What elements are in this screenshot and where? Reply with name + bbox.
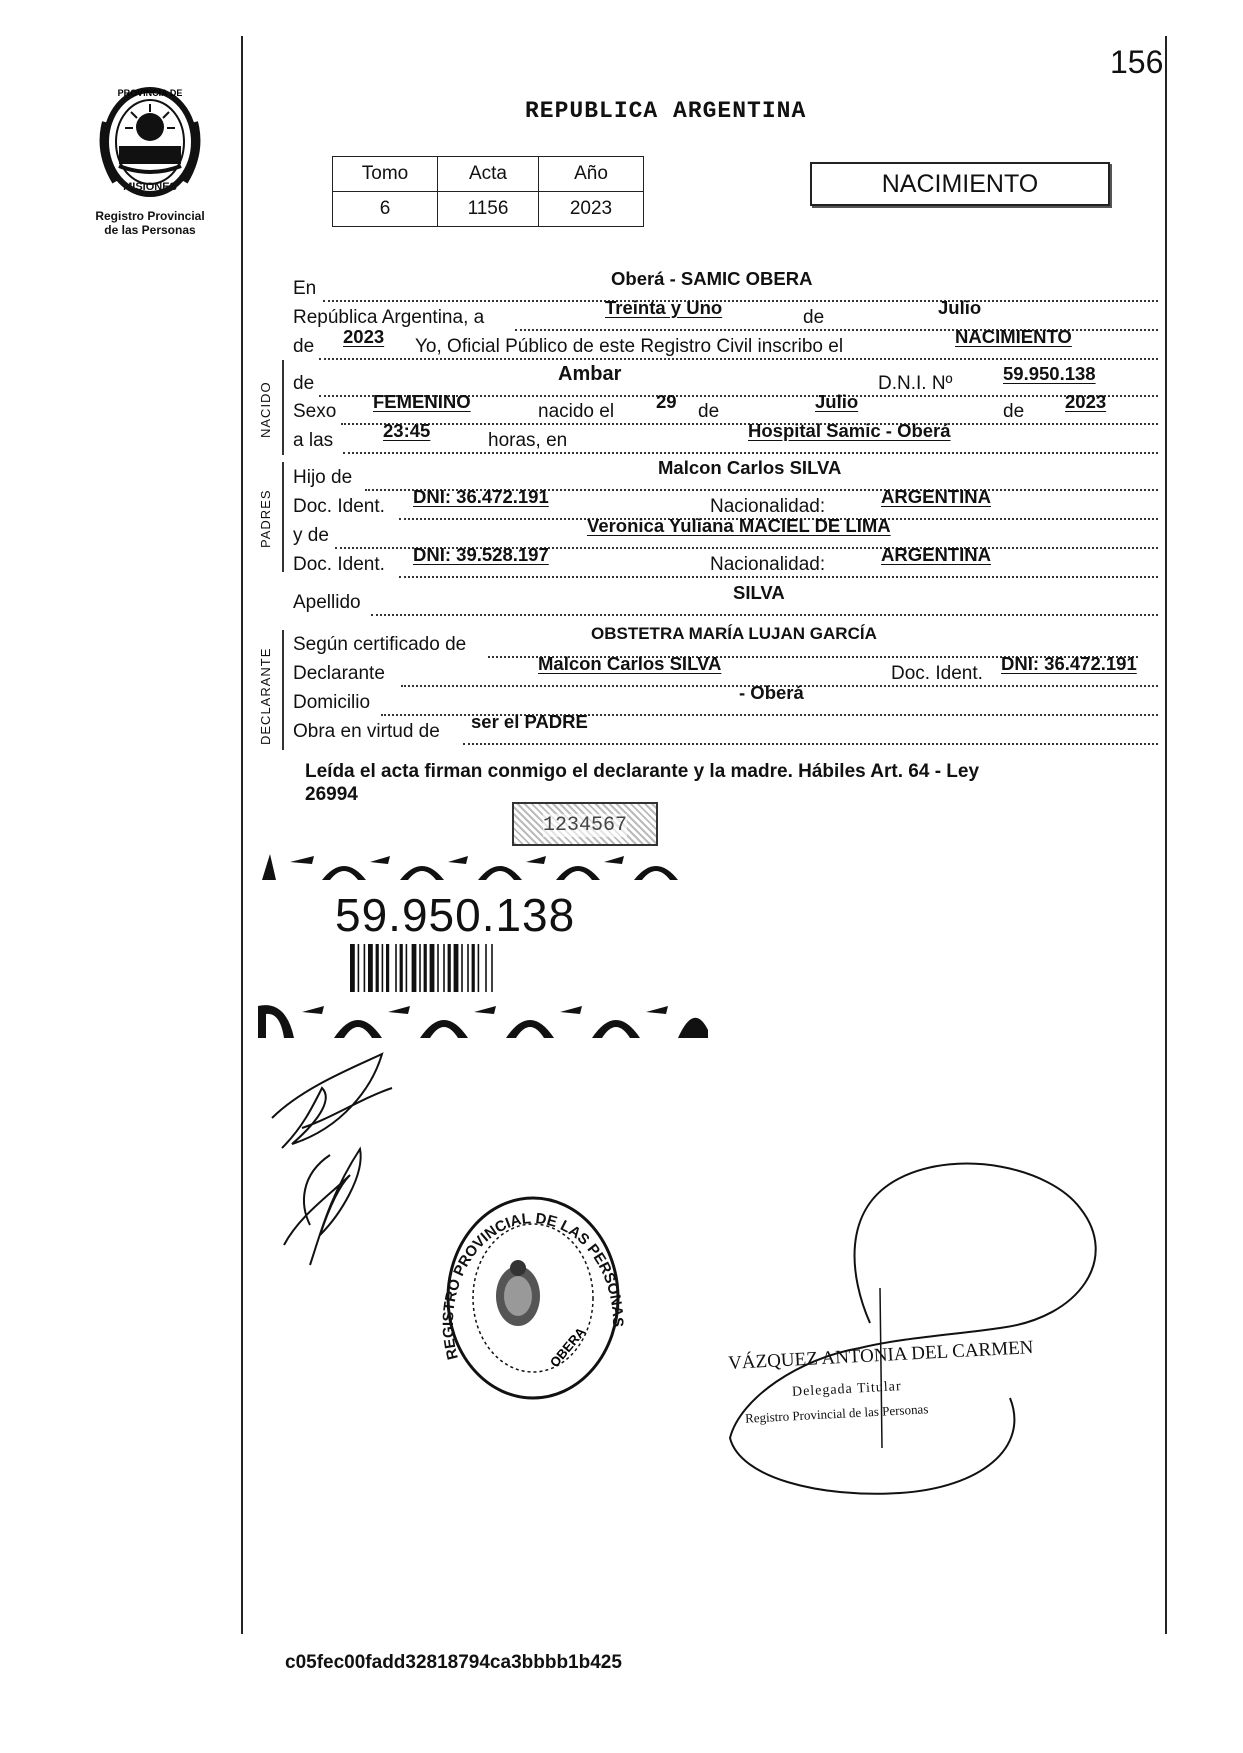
- barcode-bar: [368, 944, 373, 992]
- value-padre: Malcon Carlos SILVA: [658, 457, 842, 478]
- official-name: VÁZQUEZ ANTONIA DEL CARMEN: [727, 1337, 1034, 1374]
- value-lugar: Oberá - SAMIC OBERA: [611, 268, 813, 289]
- security-code-box: [512, 802, 658, 846]
- label-hijo-de: Hijo de: [293, 467, 353, 488]
- barcode-bar: [491, 944, 493, 992]
- closing-line1: Leída el acta firman conmigo el declarante y la madre. Hábiles Art. 64 - Ley: [305, 761, 980, 782]
- value-dia-nacimiento: 29: [656, 391, 677, 412]
- label-obra-en-virtud: Obra en virtud de: [293, 721, 440, 742]
- value-mes-nacimiento: Julio: [815, 391, 859, 412]
- row-hora: [293, 420, 1158, 456]
- label-en: En: [293, 278, 317, 299]
- record-type-box: NACIMIENTO: [810, 162, 1110, 206]
- security-code: 1234567: [542, 814, 627, 837]
- table-header-acta: Acta: [438, 157, 539, 192]
- row-domicilio: [293, 682, 1158, 718]
- barcode-icon: [350, 944, 570, 992]
- sticker-pattern-top: [262, 852, 712, 882]
- label-de-dia: de: [698, 401, 720, 422]
- barcode-bar: [395, 944, 397, 992]
- barcode-bar: [358, 944, 360, 992]
- document-hash: c05fec00fadd32818794ca3bbbb1b425: [285, 1652, 622, 1673]
- page-number: 156: [1110, 44, 1164, 80]
- value-tipo-inscripcion: NACIMIENTO: [955, 326, 1072, 347]
- label-de-nombre: de: [293, 373, 315, 394]
- svg-text:PROVINCIA DE: PROVINCIA DE: [117, 88, 183, 98]
- value-lugar-nacimiento: Hospital Samic - Oberá: [748, 420, 951, 441]
- value-domicilio: - Oberá: [739, 682, 804, 703]
- barcode-bar: [424, 944, 427, 992]
- label-nacionalidad-1: Nacionalidad:: [710, 496, 826, 517]
- barcode-bar: [364, 944, 366, 992]
- value-sexo: FEMENINO: [373, 391, 471, 412]
- row-declarante: [293, 653, 1158, 689]
- left-margin-line: [241, 36, 243, 1634]
- side-label-padres: PADRES: [258, 489, 273, 548]
- official-organization: Registro Provincial de las Personas: [744, 1401, 929, 1426]
- label-dni: D.N.I. Nº: [878, 373, 953, 394]
- label-de-mes: de: [803, 307, 825, 328]
- barcode-bar: [412, 944, 417, 992]
- sticker-pattern-bottom: [258, 1000, 708, 1040]
- label-a-las: a las: [293, 430, 334, 451]
- value-obra-en-virtud: ser el PADRE: [471, 711, 588, 732]
- barcode-bar: [406, 944, 408, 992]
- barcode-bar: [454, 944, 459, 992]
- misiones-coat-of-arms-icon: [95, 82, 205, 200]
- barcode-bar: [430, 944, 435, 992]
- logo-caption-line1: Registro Provincial: [95, 209, 205, 223]
- table-header-anio: Año: [539, 157, 644, 192]
- value-nombre: Ambar: [558, 363, 622, 385]
- document-title: REPUBLICA ARGENTINA: [525, 98, 807, 124]
- row-inscripcion: [293, 326, 1158, 362]
- label-de-year: de: [1003, 401, 1025, 422]
- registry-seal: [418, 1168, 638, 1428]
- value-madre-nacionalidad: ARGENTINA: [881, 544, 991, 565]
- svg-text:REGISTRO PROVINCIAL DE LAS PER: REGISTRO PROVINCIAL DE LAS PERSONAS: [439, 1210, 627, 1362]
- value-madre: Veronica Yuliana MACIEL DE LIMA: [587, 515, 891, 536]
- side-label-declarante: DECLARANTE: [258, 647, 273, 745]
- barcode-bar: [386, 944, 389, 992]
- row-obra-en-virtud: [293, 711, 1158, 747]
- label-nacido-el: nacido el: [538, 401, 615, 422]
- padres-bracket: [282, 462, 284, 572]
- value-padre-doc: DNI: 36.472.191: [413, 486, 549, 507]
- barcode-bar: [461, 944, 463, 992]
- barcode-bar: [478, 944, 480, 992]
- value-mes: Julio: [938, 297, 982, 318]
- closing-line2: 26994: [305, 784, 358, 805]
- value-padre-nacionalidad: ARGENTINA: [881, 486, 991, 507]
- id-sticker-number: 59.950.138: [335, 889, 576, 941]
- barcode-bar: [467, 944, 469, 992]
- label-nacionalidad-2: Nacionalidad:: [710, 554, 826, 575]
- value-declarante-doc: DNI: 36.472.191: [1001, 653, 1137, 674]
- value-certificado: OBSTETRA MARÍA LUJAN GARCÍA: [591, 624, 877, 643]
- label-yo-oficial: Yo, Oficial Público de este Registro Civil inscribo el: [415, 336, 844, 357]
- right-margin-line: [1165, 36, 1167, 1634]
- svg-text:MISIONES: MISIONES: [123, 181, 177, 193]
- value-hora: 23:45: [383, 420, 431, 441]
- barcode-bar: [437, 944, 439, 992]
- value-anio: 2023: [343, 326, 385, 347]
- record-table: [332, 156, 644, 227]
- value-dni: 59.950.138: [1003, 363, 1096, 384]
- barcode-bar: [376, 944, 379, 992]
- declarante-bracket: [282, 630, 284, 750]
- label-apellido: Apellido: [293, 592, 361, 613]
- barcode-bar: [382, 944, 384, 992]
- label-domicilio: Domicilio: [293, 692, 371, 713]
- label-y-de: y de: [293, 525, 329, 546]
- side-label-nacido: NACIDO: [258, 381, 273, 438]
- value-declarante: Malcon Carlos SILVA: [538, 653, 722, 674]
- label-doc-ident-1: Doc. Ident.: [293, 496, 385, 517]
- table-value-acta: 1156: [438, 192, 539, 227]
- label-de-anio: de: [293, 336, 315, 357]
- label-horas-en: horas, en: [488, 430, 568, 451]
- value-dia-texto: Treinta y Uno: [605, 297, 723, 318]
- logo-caption-line2: de las Personas: [104, 223, 196, 237]
- table-value-anio: 2023: [539, 192, 644, 227]
- label-declarante: Declarante: [293, 663, 385, 684]
- barcode-bar: [419, 944, 421, 992]
- official-signature: [700, 1148, 1120, 1508]
- table-header-tomo: Tomo: [333, 157, 438, 192]
- official-role: Delegada Titular: [791, 1379, 903, 1400]
- label-republica-a: República Argentina, a: [293, 307, 485, 328]
- barcode-bar: [485, 944, 487, 992]
- province-logo: [80, 82, 220, 237]
- value-anio-nacimiento: 2023: [1065, 391, 1107, 412]
- barcode-bar: [350, 944, 355, 992]
- barcode-bar: [448, 944, 451, 992]
- label-sexo: Sexo: [293, 401, 337, 422]
- mother-signature: [270, 1135, 380, 1275]
- row-apellido: [293, 582, 1158, 618]
- row-madre-doc: [293, 544, 1158, 580]
- coat-of-arms-icon: [496, 1260, 540, 1326]
- value-madre-doc: DNI: 39.528.197: [413, 544, 549, 565]
- barcode-bar: [400, 944, 403, 992]
- value-apellido: SILVA: [733, 582, 785, 603]
- label-doc-ident-2: Doc. Ident.: [293, 554, 385, 575]
- table-value-tomo: 6: [333, 192, 438, 227]
- svg-text:OBERA: OBERA: [546, 1324, 589, 1370]
- barcode-bar: [472, 944, 475, 992]
- row-lugar: [293, 268, 1158, 304]
- label-segun-certificado: Según certificado de: [293, 634, 467, 655]
- label-doc-ident-decl: Doc. Ident.: [891, 663, 983, 684]
- barcode-bar: [443, 944, 445, 992]
- nacido-bracket: [282, 360, 284, 455]
- closing-statement: [305, 760, 1135, 806]
